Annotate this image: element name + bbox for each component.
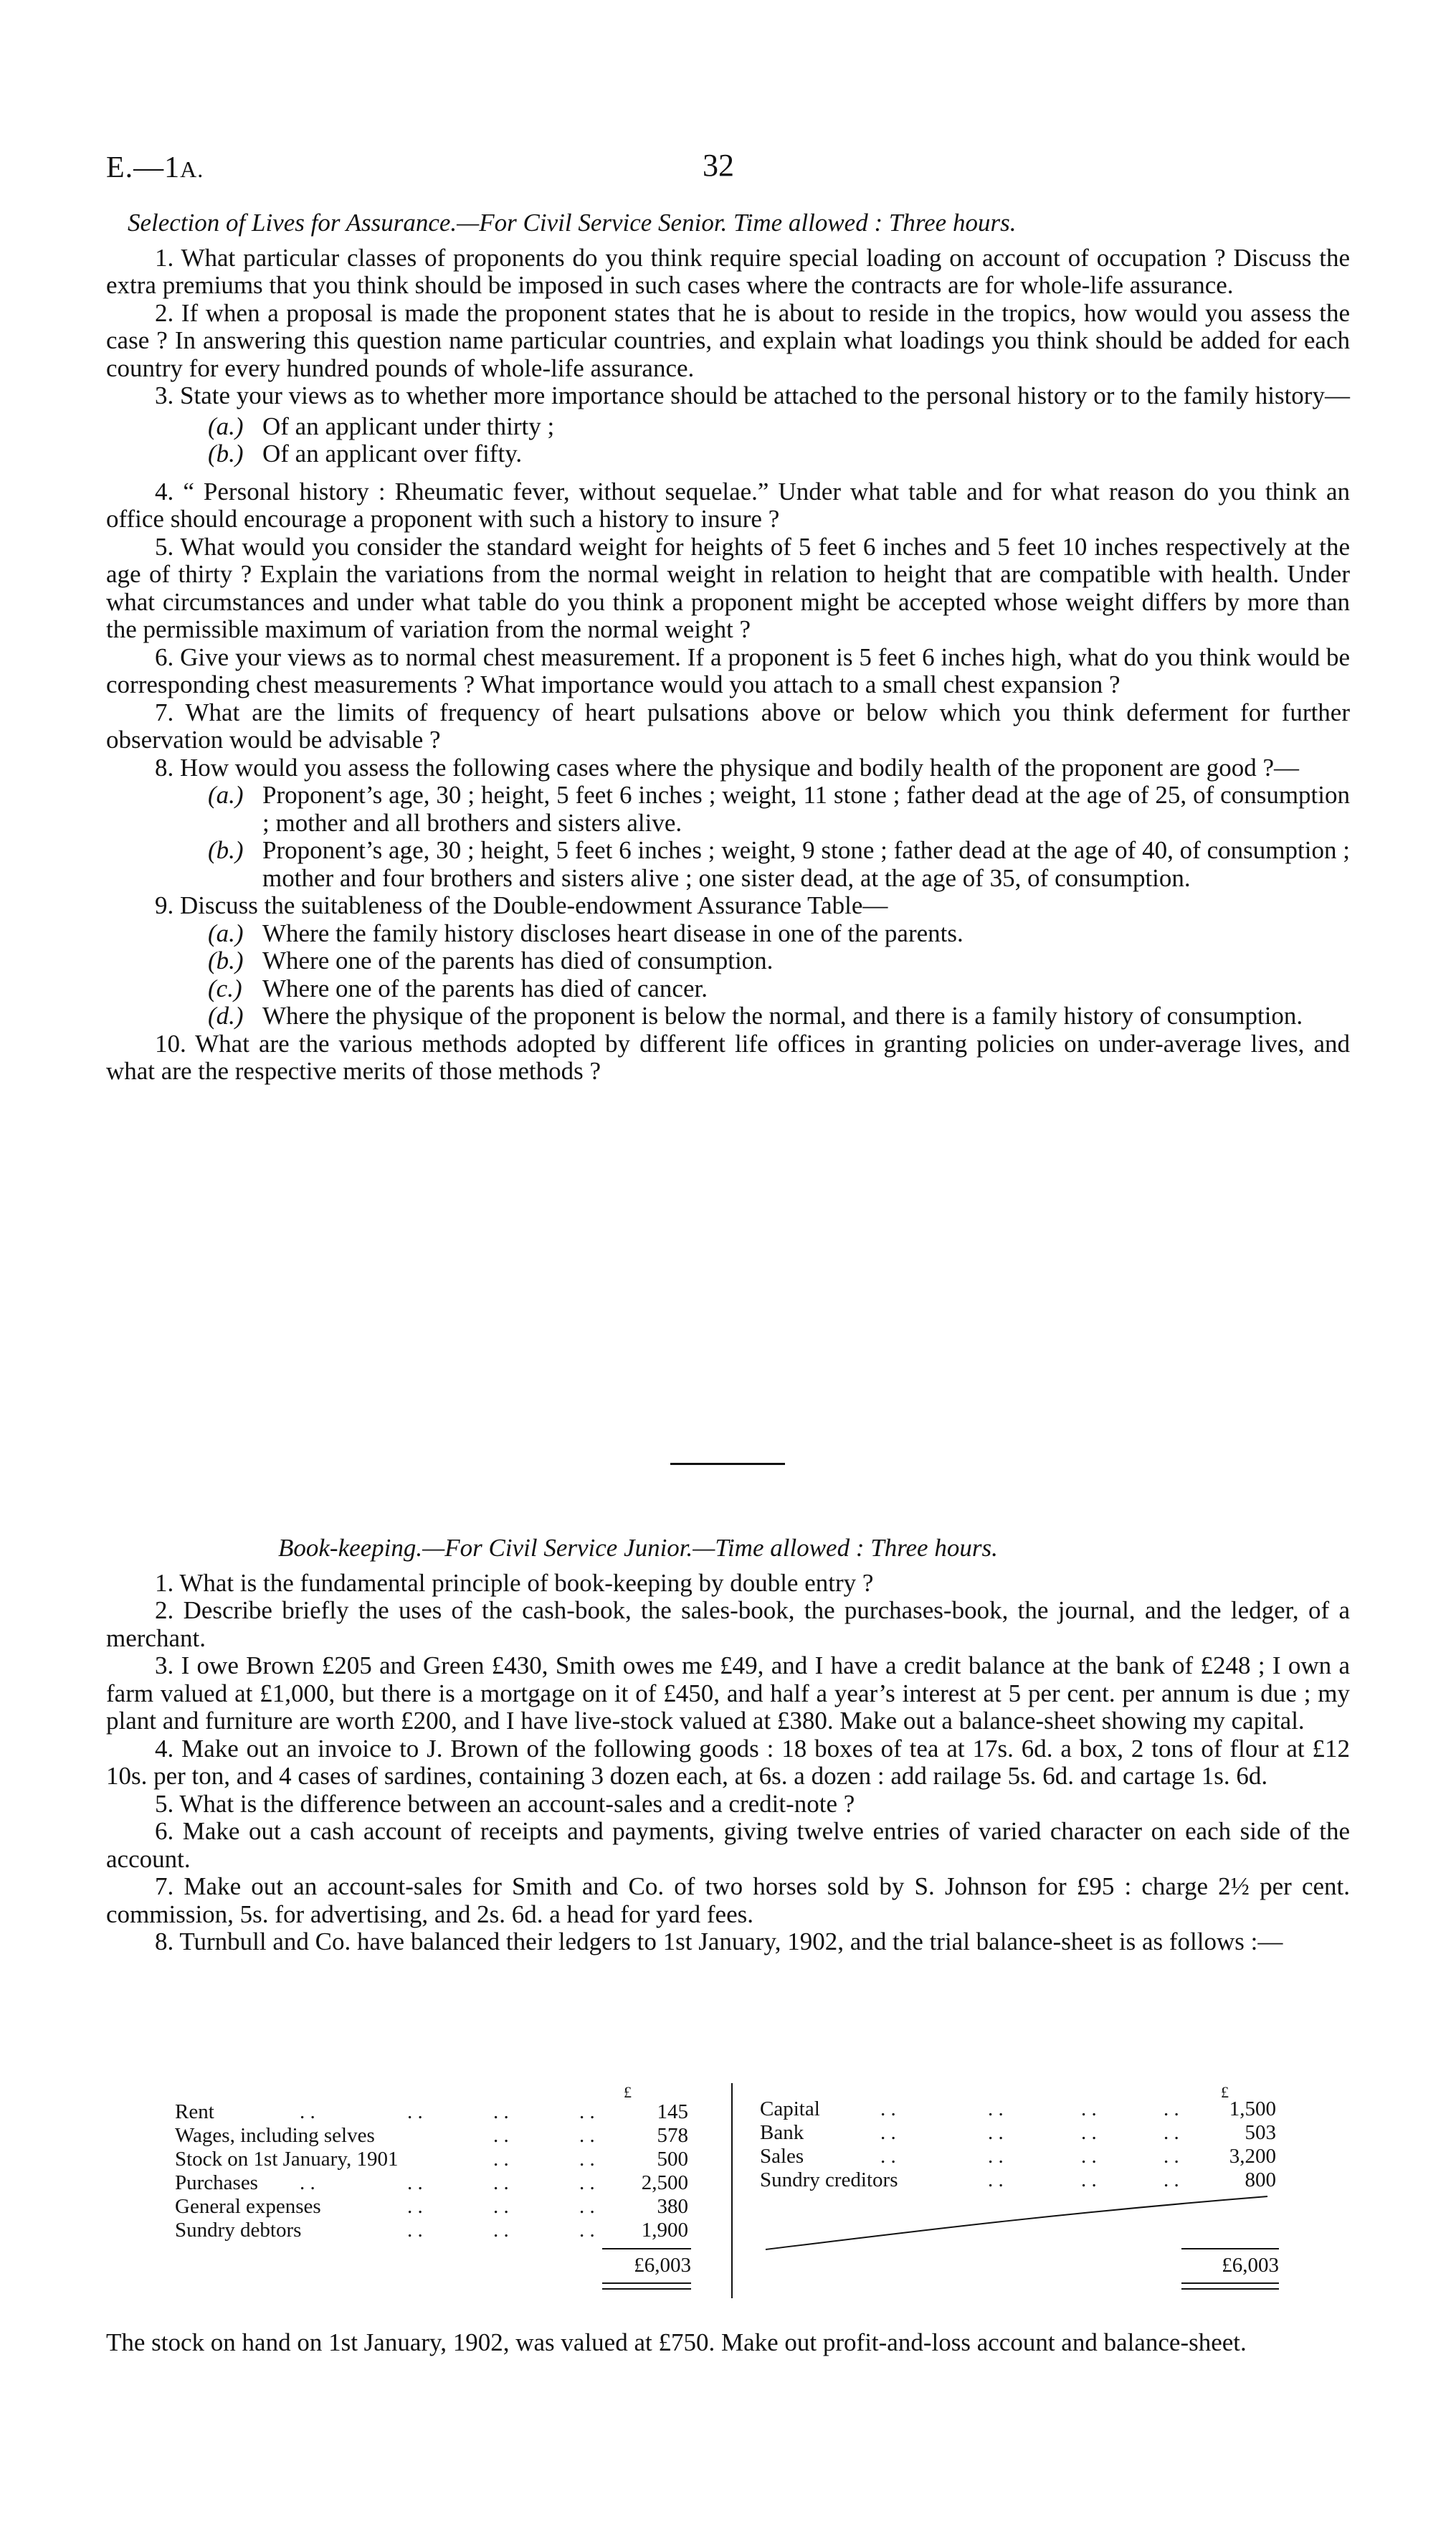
credit-total-double-rule [1181,2282,1279,2290]
leader-dots: . . [407,2100,423,2123]
leader-dots: . . [493,2195,509,2218]
closing-text: The stock on hand on 1st January, 1902, was valued at £750. Make out profit-and-loss account and balance-sheet. [106,2328,1247,2356]
life-question-5: 5. What would you consider the standard weight for heights of 5 feet 6 inches and 5 feet 10 inches respectively at the age of thirty ? Explain the variations from the normal weight in relation to height that are compatible with health. Under what circumstances and under what table do you think a proponent might be accepted whose weight differs by more than the permissible maximum of variation from the normal weight ? [106,532,1350,643]
leader-dots: . . [493,2148,509,2171]
leader-dots: . . [300,2171,315,2194]
leader-dots: . . [1164,2121,1179,2144]
debit-amount: 2,500 [641,2171,688,2194]
debit-amount: 145 [657,2100,688,2123]
leader-dots: . . [493,2171,509,2194]
leader-dots: . . [988,2168,1004,2191]
life-question-6: 6. Give your views as to normal chest measurement. If a proponent is 5 feet 6 inches high, what do you think would be corresponding chest measurements ? What importance would you attach to a small chest expansion ? [106,643,1350,698]
credit-amount: 800 [1245,2168,1276,2191]
life-question-8a: (a.) Proponent’s age, 30 ; height, 5 feet 6 inches ; weight, 11 stone ; father dead at the age of 25, of consumption ; mother and all brothers and sisters alive. [208,781,1350,837]
book-question-3: 3. I owe Brown £205 and Green £430, Smith owes me £49, and I have a credit balance at the bank of £248 ; I own a farm valued at £1,000, but there is a mortgage on it of £450, and half a year’s interest at 5 per cent. per annum is due ; my plant and furniture are worth £200, and I have live-stock valued at £380. Make out a balance-sheet showing my capital. [106,1651,1350,1735]
credit-currency-symbol: £ [1221,2083,1229,2101]
debit-amount: 500 [657,2148,688,2171]
life-question-9b: (b.) Where one of the parents has died of consumption. [208,947,774,975]
life-question-1: 1. What particular classes of proponents do you think require special loading on account of occupation ? Discuss the extra premiums that you think should be imposed in such cases where the contracts are for whole-life assurance. [106,243,1350,299]
section-divider [670,1463,785,1465]
leader-dots: . . [988,2145,1004,2168]
book-question-2: 2. Describe briefly the uses of the cash-book, the sales-book, the purchases-book, the journal, and the ledger, of a merchant. [106,1596,1350,1652]
life-question-3a: (a.) Of an applicant under thirty ; [208,412,555,440]
leader-dots: . . [579,2148,595,2171]
debit-row: Sundry debtors [175,2219,302,2242]
leader-dots: . . [493,2124,509,2147]
credit-total-rule [1181,2248,1279,2249]
closing-stroke [751,2191,1282,2255]
debit-total: £6,003 [634,2254,691,2277]
life-question-3: 3. State your views as to whether more importance should be attached to the personal history or to the family history— [155,381,1350,409]
life-section-title: Selection of Lives for Assurance.—For Civil Service Senior. Time allowed : Three hours. [128,209,1017,237]
leader-dots: . . [1081,2168,1097,2191]
leader-dots: . . [407,2219,423,2242]
book-question-4: 4. Make out an invoice to J. Brown of the following goods : 18 boxes of tea at 17s. 6d. a box, 2 tons of flour at £12 10s. per ton, and 4 cases of sardines, containing 3 dozen each, at 6s. a dozen : add railage 5s. 6d. and cartage 1s. 6d. [106,1734,1350,1790]
debit-amount: 1,900 [641,2219,688,2242]
debit-row: Wages, including selves [175,2124,375,2147]
life-question-9d: (d.) Where the physique of the proponent is below the normal, and there is a family history of consumption. [208,1002,1303,1030]
debit-row: Purchases [175,2171,258,2194]
bookkeeping-section [106,1535,1350,1956]
leader-dots: . . [493,2100,509,2123]
leader-dots: . . [988,2121,1004,2144]
life-question-2: 2. If when a proposal is made the proponent states that he is about to reside in the tropics, how would you assess the case ? In answering this question name particular countries, and explain what loadings you think should be added for each country for every hundred pounds of whole-life assurance. [106,298,1350,382]
column-divider [731,2083,733,2298]
debit-row: Stock on 1st January, 1901 [175,2148,399,2171]
leader-dots: . . [1081,2121,1097,2144]
leader-dots: . . [407,2171,423,2194]
debit-currency-symbol: £ [624,2083,632,2101]
debit-row: General expenses [175,2195,321,2218]
leader-dots: . . [493,2219,509,2242]
bookkeeping-section-title: Book-keeping.—For Civil Service Junior.—Time allowed : Three hours. [278,1534,998,1562]
life-question-7: 7. What are the limits of frequency of heart pulsations above or below which you think deferment for further observation would be advisable ? [106,698,1350,754]
life-question-9: 9. Discuss the suitableness of the Double-endowment Assurance Table— [155,891,888,919]
book-question-6: 6. Make out a cash account of receipts and payments, giving twelve entries of varied character on each side of the account. [106,1817,1350,1873]
leader-dots: . . [880,2097,896,2120]
report-code-suffix: A. [180,156,204,182]
credit-amount: 3,200 [1229,2145,1276,2168]
life-question-4: 4. “ Personal history : Rheumatic fever, without sequelae.” Under what table and for what reason do you think an office should encourage a proponent with such a history to insure ? [106,477,1350,533]
debit-amount: 578 [657,2124,688,2147]
life-question-8b: (b.) Proponent’s age, 30 ; height, 5 feet 6 inches ; weight, 9 stone ; father dead at the age of 40, of consumption ; mother and four brothers and sisters alive ; one sister dead, at the age of 35, of consumption. [208,836,1350,892]
credit-row: Capital [760,2097,820,2120]
debit-row: Rent [175,2100,214,2123]
leader-dots: . . [1081,2097,1097,2120]
trial-balance-table [106,2083,1350,2320]
credit-amount: 503 [1245,2121,1276,2144]
life-question-3b: (b.) Of an applicant over fifty. [208,440,523,468]
leader-dots: . . [1164,2168,1179,2191]
credit-row: Sales [760,2145,804,2168]
leader-dots: . . [1081,2145,1097,2168]
debit-total-double-rule [602,2282,691,2290]
leader-dots: . . [988,2097,1004,2120]
leader-dots: . . [579,2100,595,2123]
book-question-1: 1. What is the fundamental principle of book-keeping by double entry ? [155,1568,874,1597]
leader-dots: . . [880,2145,896,2168]
leader-dots: . . [407,2195,423,2218]
life-question-9c: (c.) Where one of the parents has died of cancer. [208,974,708,1002]
debit-total-rule [602,2248,691,2249]
book-question-5: 5. What is the difference between an account-sales and a credit-note ? [155,1789,855,1818]
book-question-7: 7. Make out an account-sales for Smith and Co. of two horses sold by S. Johnson for £95 : charge 2½ per cent. commission, 5s. for advertising, and 2s. 6d. a head for yard fees. [106,1872,1350,1928]
closing-paragraph [106,2329,1350,2357]
leader-dots: . . [880,2121,896,2144]
life-question-10: 10. What are the various methods adopted by different life offices in granting policies on under-average lives, and what are the respective merits of those methods ? [106,1029,1350,1085]
book-question-8: 8. Turnbull and Co. have balanced their ledgers to 1st January, 1902, and the trial balance-sheet is as follows :— [155,1928,1283,1955]
leader-dots: . . [300,2100,315,2123]
leader-dots: . . [579,2195,595,2218]
report-code [106,151,204,185]
life-assurance-section [106,209,1350,1086]
report-code-main: E.—1 [106,151,181,184]
credit-row: Sundry creditors [760,2168,898,2191]
leader-dots: . . [579,2171,595,2194]
leader-dots: . . [579,2219,595,2242]
life-question-9a: (a.) Where the family history discloses heart disease in one of the parents. [208,919,963,947]
leader-dots: . . [1164,2145,1179,2168]
credit-row: Bank [760,2121,804,2144]
page-number: 32 [703,148,734,183]
debit-amount: 380 [657,2195,688,2218]
credit-amount: 1,500 [1229,2097,1276,2120]
leader-dots: . . [579,2124,595,2147]
life-question-8: 8. How would you assess the following cases where the physique and bodily health of the proponent are good ?— [155,753,1300,782]
credit-total: £6,003 [1222,2254,1279,2277]
leader-dots: . . [1164,2097,1179,2120]
